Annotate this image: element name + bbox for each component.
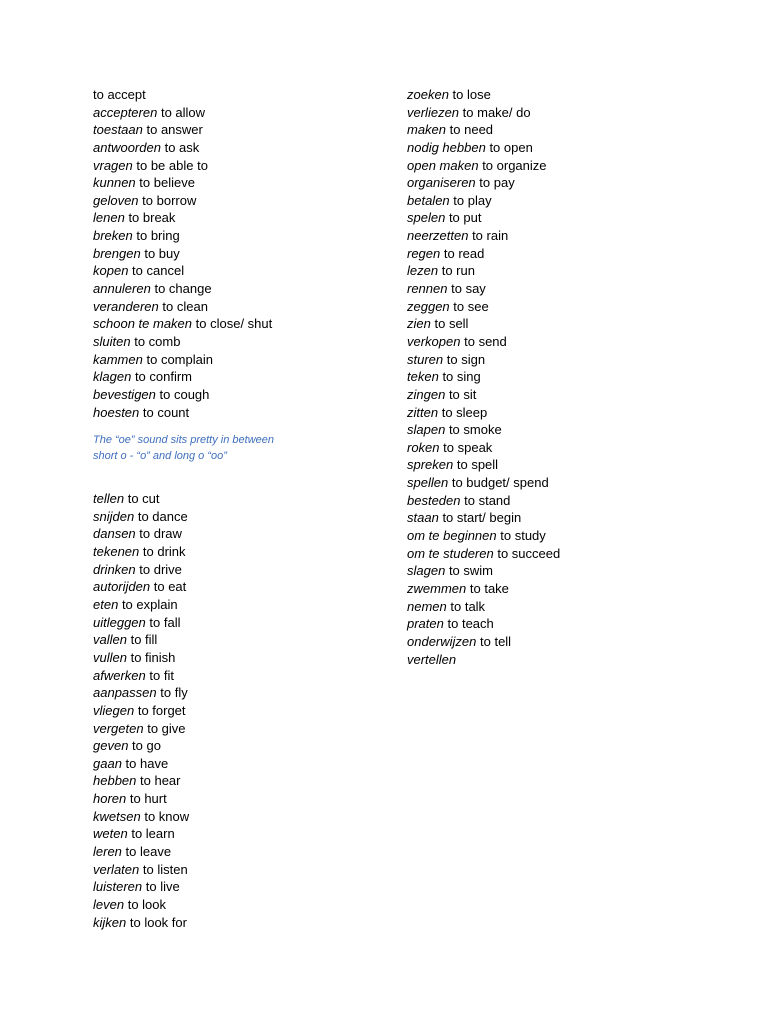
dutch-term: gaan bbox=[93, 755, 122, 771]
vocab-line bbox=[93, 121, 383, 139]
dutch-term: luisteren bbox=[93, 879, 143, 895]
note-line-2: short o - “o” and long o “oo” bbox=[93, 450, 227, 463]
vocab-line bbox=[93, 772, 383, 790]
vocab-line bbox=[93, 896, 383, 914]
vocab-line bbox=[93, 174, 383, 192]
english-term: to live bbox=[145, 879, 180, 895]
vocab-line bbox=[407, 439, 707, 457]
vocab-line bbox=[407, 139, 707, 157]
dutch-term: nodig hebben bbox=[407, 139, 486, 155]
english-term: to bring bbox=[136, 228, 180, 244]
english-term: to change bbox=[154, 281, 212, 297]
vocab-line bbox=[407, 121, 707, 139]
english-term: to give bbox=[147, 720, 186, 736]
vocab-line bbox=[407, 86, 707, 104]
dutch-term: zoeken bbox=[407, 87, 449, 102]
english-term: to believe bbox=[139, 175, 195, 191]
dutch-term: om te studeren bbox=[407, 545, 494, 561]
english-term: to swim bbox=[448, 563, 493, 579]
vocab-line bbox=[407, 598, 707, 616]
english-term: to budget/ spend bbox=[451, 475, 549, 491]
dutch-term: praten bbox=[407, 616, 444, 632]
vocab-line bbox=[93, 280, 383, 298]
dutch-term: vragen bbox=[93, 157, 133, 173]
vocab-line bbox=[93, 825, 383, 843]
vocab-line bbox=[93, 508, 383, 526]
english-term: to spell bbox=[456, 457, 499, 473]
dutch-term: open maken bbox=[407, 157, 479, 173]
dutch-term: kijken bbox=[93, 914, 127, 930]
english-term: to finish bbox=[130, 649, 176, 665]
english-term: to hurt bbox=[129, 791, 167, 807]
english-term: to start/ begin bbox=[442, 510, 522, 526]
vocab-line bbox=[407, 633, 707, 651]
english-term: to organize bbox=[482, 157, 547, 173]
english-term: to know bbox=[144, 808, 190, 824]
dutch-term: besteden bbox=[407, 492, 461, 508]
english-term: to hear bbox=[140, 773, 181, 789]
english-term: to open bbox=[489, 139, 533, 155]
dutch-term: slapen bbox=[407, 422, 446, 438]
vocab-line bbox=[93, 351, 383, 369]
vocab-line bbox=[93, 262, 383, 280]
vocab-line bbox=[93, 157, 383, 175]
dutch-term: accepteren bbox=[93, 104, 158, 120]
english-term: to clean bbox=[162, 298, 208, 314]
english-term: to make/ do bbox=[462, 104, 531, 120]
dutch-term: spreken bbox=[407, 457, 454, 473]
dutch-term: leren bbox=[93, 843, 122, 859]
english-term: to pay bbox=[479, 175, 515, 191]
vocab-line bbox=[407, 351, 707, 369]
right-column bbox=[407, 86, 707, 668]
dutch-term: verkopen bbox=[407, 333, 461, 349]
vocab-line bbox=[407, 174, 707, 192]
vocab-line bbox=[93, 368, 383, 386]
vocab-line bbox=[93, 631, 383, 649]
vocab-line bbox=[93, 404, 383, 422]
dutch-term: vallen bbox=[93, 632, 127, 648]
english-term: to dance bbox=[137, 508, 188, 524]
dutch-term: kammen bbox=[93, 351, 143, 367]
dutch-term: brengen bbox=[93, 245, 141, 261]
english-term: to fill bbox=[130, 632, 158, 648]
vocab-line bbox=[93, 386, 383, 404]
dutch-term: spellen bbox=[407, 475, 449, 491]
dutch-term: weten bbox=[93, 826, 128, 842]
vocab-line bbox=[93, 315, 383, 333]
vocab-line bbox=[93, 298, 383, 316]
dutch-term: schoon te maken bbox=[93, 316, 193, 332]
vocab-line bbox=[93, 543, 383, 561]
english-term: to fit bbox=[149, 667, 174, 683]
english-term: to send bbox=[464, 333, 507, 349]
vocab-line bbox=[407, 157, 707, 175]
english-term: to break bbox=[128, 210, 176, 226]
english-term: to buy bbox=[144, 245, 180, 261]
vocab-line bbox=[93, 667, 383, 685]
vocab-line bbox=[93, 737, 383, 755]
dutch-term: sluiten bbox=[93, 333, 131, 349]
vocab-line bbox=[93, 755, 383, 773]
vocab-line bbox=[93, 878, 383, 896]
dutch-term: zingen bbox=[407, 386, 446, 402]
english-term: to confirm bbox=[134, 369, 193, 385]
vocab-line bbox=[407, 492, 707, 510]
english-term: to sleep bbox=[441, 404, 488, 420]
vocab-line bbox=[93, 614, 383, 632]
english-term: to fall bbox=[149, 614, 181, 630]
dutch-term: roken bbox=[407, 439, 440, 455]
note-line-1: The “oe” sound sits pretty in between bbox=[93, 434, 274, 447]
vocab-line bbox=[407, 404, 707, 422]
pronunciation-note bbox=[93, 432, 383, 464]
english-term: to eat bbox=[153, 579, 187, 595]
vocab-line bbox=[407, 315, 707, 333]
english-term: to speak bbox=[443, 439, 493, 455]
dutch-term: leven bbox=[93, 896, 125, 912]
dutch-term: geloven bbox=[93, 192, 139, 208]
vocab-line bbox=[93, 192, 383, 210]
dutch-term: uitleggen bbox=[93, 614, 146, 630]
vocab-line bbox=[93, 720, 383, 738]
vocab-line bbox=[407, 227, 707, 245]
dutch-term: kunnen bbox=[93, 175, 136, 191]
vocab-line bbox=[407, 562, 707, 580]
vocab-line bbox=[407, 545, 707, 563]
dutch-term: afwerken bbox=[93, 667, 146, 683]
vocab-line bbox=[407, 192, 707, 210]
vocab-list-group-1 bbox=[93, 104, 383, 422]
english-term: to put bbox=[448, 210, 482, 226]
vocab-line bbox=[407, 280, 707, 298]
english-term: to cut bbox=[127, 491, 160, 507]
vocab-line bbox=[407, 368, 707, 386]
dutch-term: geven bbox=[93, 738, 129, 754]
english-term: to ask bbox=[164, 139, 200, 155]
dutch-term: dansen bbox=[93, 526, 136, 542]
english-term: to read bbox=[443, 245, 485, 261]
dutch-term: regen bbox=[407, 245, 441, 261]
vocab-line bbox=[407, 104, 707, 122]
english-term: to learn bbox=[131, 826, 175, 842]
dutch-term: slagen bbox=[407, 563, 446, 579]
vocab-line bbox=[407, 386, 707, 404]
dutch-term: tellen bbox=[93, 491, 125, 507]
vocab-list-group-2 bbox=[93, 490, 383, 931]
dutch-term: zitten bbox=[407, 404, 439, 420]
dutch-term: lenen bbox=[93, 210, 125, 226]
english-term: to have bbox=[125, 755, 169, 771]
vocab-line bbox=[93, 578, 383, 596]
vocab-line bbox=[93, 104, 383, 122]
vocab-line bbox=[93, 561, 383, 579]
dutch-term: breken bbox=[93, 228, 133, 244]
vocab-line bbox=[407, 421, 707, 439]
english-term: to borrow bbox=[142, 192, 197, 208]
english-term: to allow bbox=[160, 104, 206, 120]
vocab-list-right bbox=[407, 86, 707, 668]
vocab-line bbox=[93, 596, 383, 614]
dutch-term: zien bbox=[407, 316, 431, 332]
vocab-line bbox=[93, 861, 383, 879]
vocab-line bbox=[407, 615, 707, 633]
english-term: to teach bbox=[447, 616, 494, 632]
english-term: to sit bbox=[448, 386, 477, 402]
english-term: to sing bbox=[442, 369, 481, 385]
first-line bbox=[93, 86, 383, 104]
english-term: to cough bbox=[159, 386, 210, 402]
dutch-term: vergeten bbox=[93, 720, 144, 736]
english-term: to play bbox=[453, 192, 492, 208]
dutch-term: zeggen bbox=[407, 298, 450, 314]
vocab-line bbox=[93, 209, 383, 227]
vocab-line bbox=[407, 333, 707, 351]
dutch-term: eten bbox=[93, 597, 119, 613]
dutch-term: teken bbox=[407, 369, 439, 385]
vocab-line bbox=[93, 525, 383, 543]
dutch-term: autorijden bbox=[93, 579, 151, 595]
dutch-term: horen bbox=[93, 791, 127, 807]
vocab-line bbox=[93, 245, 383, 263]
english-term: to cancel bbox=[132, 263, 185, 279]
english-term: to sign bbox=[446, 351, 486, 367]
dutch-term: kopen bbox=[93, 263, 129, 279]
dutch-term: hoesten bbox=[93, 404, 140, 420]
left-column bbox=[93, 86, 383, 931]
english-term: to look bbox=[127, 896, 167, 912]
dutch-term: kwetsen bbox=[93, 808, 141, 824]
vocab-line bbox=[407, 262, 707, 280]
english-term: to see bbox=[453, 298, 489, 314]
english-term: to answer bbox=[146, 122, 203, 138]
dutch-term: annuleren bbox=[93, 281, 151, 297]
vocab-line bbox=[407, 651, 707, 669]
english-term: to forget bbox=[137, 702, 186, 718]
vocab-line bbox=[407, 245, 707, 263]
english-term: to close/ shut bbox=[195, 316, 273, 332]
dutch-term: verliezen bbox=[407, 104, 460, 120]
vocab-line bbox=[407, 456, 707, 474]
vocab-line bbox=[93, 649, 383, 667]
vocab-line bbox=[407, 509, 707, 527]
dutch-term: hebben bbox=[93, 773, 137, 789]
vocab-line bbox=[93, 333, 383, 351]
english-term: to listen bbox=[142, 861, 188, 877]
dutch-term: betalen bbox=[407, 192, 450, 208]
vocab-line bbox=[407, 580, 707, 598]
english-term: to count bbox=[142, 404, 190, 420]
vocab-line bbox=[407, 298, 707, 316]
dutch-term: antwoorden bbox=[93, 139, 161, 155]
english-term: to be able to bbox=[136, 157, 208, 173]
english-term: to draw bbox=[139, 526, 182, 542]
english-term: to go bbox=[132, 738, 161, 754]
dutch-term: rennen bbox=[407, 281, 448, 297]
english-term: to rain bbox=[472, 228, 509, 244]
dutch-term: klagen bbox=[93, 369, 132, 385]
vocab-line bbox=[407, 474, 707, 492]
english-term: to drive bbox=[139, 561, 182, 577]
english-term: to accept bbox=[93, 87, 146, 102]
dutch-term: nemen bbox=[407, 598, 447, 614]
english-term: to succeed bbox=[497, 545, 561, 561]
dutch-term: onderwijzen bbox=[407, 633, 477, 649]
vocab-line bbox=[93, 490, 383, 508]
english-term: to run bbox=[441, 263, 475, 279]
vocab-line bbox=[93, 843, 383, 861]
dutch-term: organiseren bbox=[407, 175, 476, 191]
dutch-term: toestaan bbox=[93, 122, 143, 138]
vocab-line bbox=[93, 702, 383, 720]
vocab-line bbox=[93, 914, 383, 932]
dutch-term: lezen bbox=[407, 263, 439, 279]
dutch-term: neerzetten bbox=[407, 228, 469, 244]
dutch-term: tekenen bbox=[93, 544, 140, 560]
dutch-term: zwemmen bbox=[407, 580, 467, 596]
dutch-term: vliegen bbox=[93, 702, 135, 718]
dutch-term: bevestigen bbox=[93, 386, 156, 402]
english-term: to say bbox=[451, 281, 486, 297]
dutch-term: veranderen bbox=[93, 298, 159, 314]
english-term: to explain bbox=[121, 597, 178, 613]
english-term: to tell bbox=[480, 633, 512, 649]
dutch-term: drinken bbox=[93, 561, 136, 577]
english-term: to need bbox=[449, 122, 494, 138]
vocab-line bbox=[93, 139, 383, 157]
dutch-term: vullen bbox=[93, 649, 127, 665]
dutch-term: maken bbox=[407, 122, 447, 138]
vocab-line bbox=[93, 227, 383, 245]
dutch-term: vertellen bbox=[407, 651, 457, 667]
dutch-term: sturen bbox=[407, 351, 444, 367]
english-term: to look for bbox=[129, 914, 187, 930]
english-term: to sell bbox=[434, 316, 469, 332]
vocab-line bbox=[407, 527, 707, 545]
english-term: to lose bbox=[452, 87, 491, 102]
english-term: to drink bbox=[142, 544, 186, 560]
dutch-term: staan bbox=[407, 510, 439, 526]
english-term: to take bbox=[469, 580, 509, 596]
english-term: to fly bbox=[160, 685, 188, 701]
english-term: to complain bbox=[146, 351, 213, 367]
vocab-line bbox=[407, 209, 707, 227]
english-term: to study bbox=[500, 528, 546, 544]
dutch-term: aanpassen bbox=[93, 685, 157, 701]
english-term: to stand bbox=[464, 492, 511, 508]
english-term: to smoke bbox=[448, 422, 502, 438]
vocab-line bbox=[93, 808, 383, 826]
vocab-line bbox=[93, 790, 383, 808]
english-term: to talk bbox=[450, 598, 486, 614]
vocab-line bbox=[93, 684, 383, 702]
dutch-term: snijden bbox=[93, 508, 135, 524]
dutch-term: spelen bbox=[407, 210, 446, 226]
dutch-term: verlaten bbox=[93, 861, 140, 877]
dutch-term: om te beginnen bbox=[407, 528, 497, 544]
english-term: to comb bbox=[134, 333, 181, 349]
english-term: to leave bbox=[125, 843, 172, 859]
